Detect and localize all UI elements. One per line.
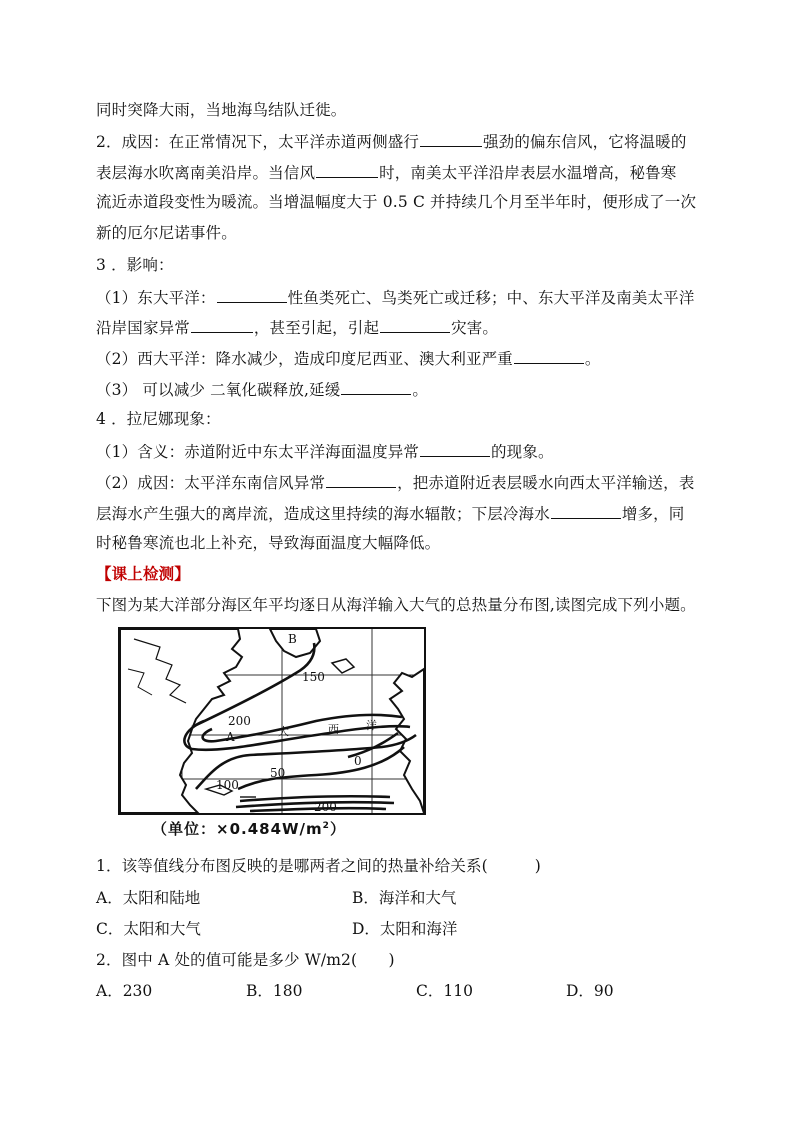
q1-option-A[interactable]: A．太阳和陆地 bbox=[96, 889, 201, 907]
section-2-cause: 2．成因：在正常情况下，太平洋赤道两侧盛行 强劲的偏东信风，它将温暖的 bbox=[96, 130, 686, 152]
fill-blank[interactable] bbox=[191, 316, 253, 333]
map-unit-caption: （单位：$\times 0.484W/m^2$） bbox=[152, 820, 346, 838]
q2-option-C[interactable]: C．110 bbox=[416, 982, 473, 1000]
la-nina-item-1: （1）含义：赤道附近中东太平洋海面温度异常 的现象。 bbox=[96, 440, 554, 462]
impact-item-1: （1）东大平洋： 性鱼类死亡、鸟类死亡或迁移；中、东大平洋及南美太平洋 bbox=[96, 286, 694, 308]
map-svg bbox=[120, 629, 424, 813]
label-B: B bbox=[288, 632, 297, 646]
label-50: 50 bbox=[270, 766, 286, 780]
fill-blank[interactable] bbox=[380, 316, 450, 333]
label-ocean-yang: 洋 bbox=[366, 719, 377, 732]
text-line: 同时突降大雨，当地海鸟结队迁徙。 bbox=[96, 101, 347, 119]
fill-blank[interactable] bbox=[217, 286, 287, 303]
label-0: 0 bbox=[354, 754, 362, 768]
label-200: 200 bbox=[228, 714, 251, 728]
fill-blank[interactable] bbox=[316, 161, 378, 178]
question-intro: 下图为某大洋部分海区年平均逐日从海洋输入大气的总热量分布图,读图完成下列小题。 bbox=[96, 596, 696, 614]
fill-blank[interactable] bbox=[420, 440, 490, 457]
label-100: 100 bbox=[216, 778, 239, 792]
label-A: A bbox=[226, 730, 235, 744]
q2-option-D[interactable]: D．90 bbox=[566, 982, 614, 1000]
impact-item-2: （2）西大平洋：降水减少，造成印度尼西亚、澳大利亚严重 。 bbox=[96, 347, 601, 369]
q1-option-D[interactable]: D．太阳和海洋 bbox=[352, 920, 458, 938]
fill-blank[interactable] bbox=[551, 502, 621, 519]
label-ocean-xi: 西 bbox=[328, 723, 339, 736]
section-3-impact: 3 ．影响： bbox=[96, 256, 174, 274]
text-line: 沿岸国家异常 ，甚至引起，引起 灾害。 bbox=[96, 316, 498, 338]
heat-flux-map bbox=[118, 627, 426, 815]
question-1: 1．该等值线分布图反映的是哪两者之间的热量补给关系( ) bbox=[96, 857, 541, 875]
label-ocean-da: 大 bbox=[278, 725, 289, 738]
text-line: 表层海水吹离南美沿岸。当信风 时，南美太平洋沿岸表层水温增高，秘鲁寒 bbox=[96, 161, 676, 183]
label-200-south: 200 bbox=[314, 800, 337, 813]
section-heading: 【课上检测】 bbox=[96, 564, 190, 583]
text-line: 新的厄尔尼诺事件。 bbox=[96, 224, 237, 242]
q1-option-B[interactable]: B．海洋和大气 bbox=[352, 889, 457, 907]
q1-option-C[interactable]: C．太阳和大气 bbox=[96, 920, 201, 938]
text-line: 层海水产生强大的离岸流，造成这里持续的海水辐散；下层冷海水 增多，同 bbox=[96, 502, 684, 524]
fill-blank[interactable] bbox=[420, 130, 482, 147]
question-2: 2．图中 A 处的值可能是多少 W/m2( ) bbox=[96, 951, 395, 969]
q2-option-A[interactable]: A．230 bbox=[96, 982, 153, 1000]
impact-item-3: （3） 可以减少 二氧化碳释放,延缓 。 bbox=[96, 378, 428, 400]
text-line: 流近赤道段变性为暖流。当增温幅度大于 0.5 C 并持续几个月至半年时，便形成了一次 bbox=[96, 193, 697, 211]
la-nina-item-2: （2）成因：太平洋东南信风异常 ，把赤道附近表层暖水向西太平洋输送，表 bbox=[96, 471, 694, 493]
q2-option-B[interactable]: B．180 bbox=[246, 982, 303, 1000]
label-150: 150 bbox=[302, 670, 325, 684]
fill-blank[interactable] bbox=[326, 471, 396, 488]
section-4-la-nina: 4 ．拉尼娜现象： bbox=[96, 410, 221, 428]
fill-blank[interactable] bbox=[514, 347, 584, 364]
text-line: 时秘鲁寒流也北上补充，导致海面温度大幅降低。 bbox=[96, 534, 441, 552]
fill-blank[interactable] bbox=[341, 378, 411, 395]
